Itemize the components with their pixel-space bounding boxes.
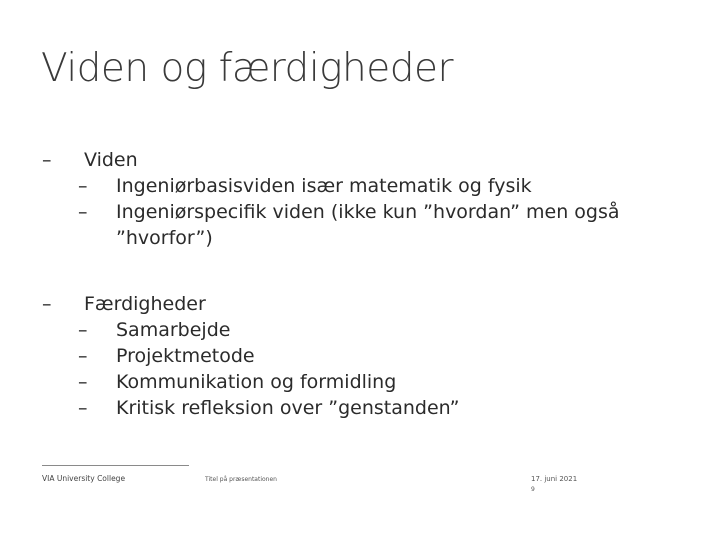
sub-bullet-item	[42, 173, 676, 199]
dash-bullet: –	[78, 345, 88, 367]
bullet-label: Færdigheder	[84, 293, 206, 315]
dash-bullet: –	[78, 397, 88, 419]
sub-bullet-item	[42, 395, 676, 421]
dash-bullet: –	[42, 149, 52, 171]
sub-bullet-item	[42, 369, 676, 395]
sub-bullet-text: Kritisk refleksion over ”genstanden”	[116, 397, 460, 419]
dash-bullet: –	[78, 371, 88, 393]
footer-organization: VIA University College	[42, 474, 126, 483]
bullet-label: Viden	[84, 149, 138, 171]
bullet-item	[42, 147, 676, 173]
sub-bullet-text: Samarbejde	[116, 319, 231, 341]
sub-bullet-item	[42, 343, 676, 369]
footer-divider	[42, 465, 189, 466]
sub-bullet-item	[42, 199, 676, 251]
sub-bullet-text: Projektmetode	[116, 345, 255, 367]
sub-bullet-text: Kommunikation og formidling	[116, 371, 397, 393]
bullet-block-viden	[42, 147, 676, 251]
footer-date: 17. juni 2021	[531, 475, 578, 483]
dash-bullet: –	[78, 201, 88, 223]
dash-bullet: –	[78, 175, 88, 197]
slide-title: Viden og færdigheder	[41, 46, 454, 91]
dash-bullet: –	[78, 319, 88, 341]
sub-bullet-text: Ingeniørspecifik viden (ikke kun ”hvordan” men også ”hvorfor”)	[116, 201, 620, 249]
dash-bullet: –	[42, 293, 52, 315]
sub-bullet-text: Ingeniørbasisviden især matematik og fysik	[116, 175, 532, 197]
footer-page-number: 9	[531, 486, 535, 493]
bullet-block-faerdigheder	[42, 291, 676, 421]
footer-presentation-title: Titel på præsentationen	[205, 476, 277, 483]
sub-bullet-item	[42, 317, 676, 343]
bullet-item	[42, 291, 676, 317]
